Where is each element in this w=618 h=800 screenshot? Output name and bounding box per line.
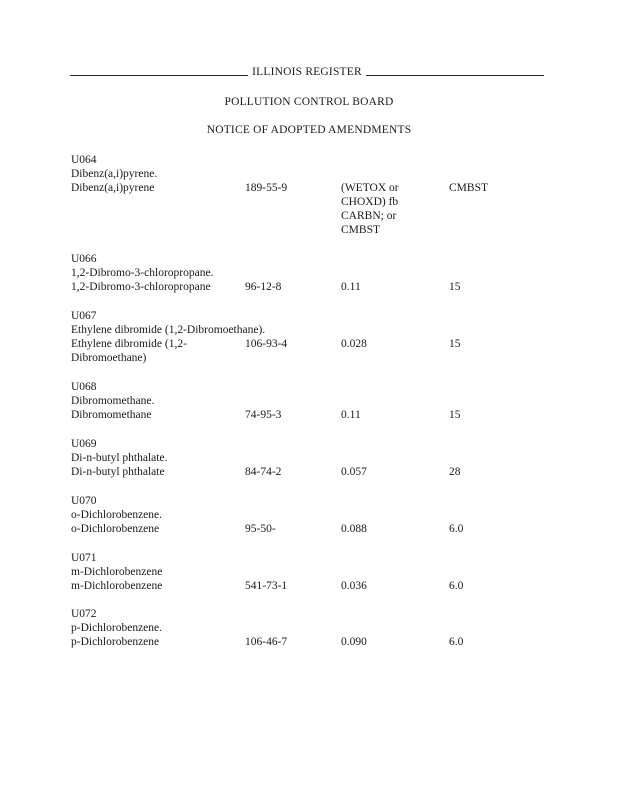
waste-code: U070: [71, 495, 97, 507]
constituent-row: [71, 522, 551, 536]
constituent-name-line: p-Dichlorobenzene: [71, 636, 160, 648]
waste-entry: [71, 607, 551, 649]
waste-description: Di-n-butyl phthalate.: [71, 452, 168, 464]
nonwastewater-standard: CMBST: [449, 182, 488, 194]
wastewater-standard: [341, 465, 431, 479]
waste-entry: [71, 252, 551, 294]
constituent-name-line: Di-n-butyl phthalate: [71, 466, 165, 478]
wastewater-standard: [341, 579, 431, 593]
nonwastewater-standard: 15: [449, 409, 461, 421]
waste-code: U068: [71, 381, 97, 393]
board-name: POLLUTION CONTROL BOARD: [224, 96, 394, 108]
nonwastewater-standard: 6.0: [449, 523, 464, 535]
constituent-row: [71, 181, 551, 236]
wastewater-standard-line: 0.057: [341, 466, 367, 478]
cas-number: 74-95-3: [245, 409, 282, 421]
waste-description: o-Dichlorobenzene.: [71, 509, 163, 521]
waste-description: m-Dichlorobenzene: [71, 566, 163, 578]
wastewater-standard-line: 0.028: [341, 338, 367, 350]
constituent-row: [71, 280, 551, 294]
waste-code: U069: [71, 438, 97, 450]
constituent-name: [71, 280, 211, 294]
wastewater-standard-line: 0.11: [341, 281, 361, 293]
waste-code: U067: [71, 310, 97, 322]
constituent-name: [71, 408, 211, 422]
constituent-name: [71, 181, 211, 195]
cas-number: 106-93-4: [245, 338, 288, 350]
constituent-name: [71, 522, 211, 536]
wastewater-standard-line: 0.088: [341, 523, 367, 535]
cas-number: 541-73-1: [245, 580, 288, 592]
constituent-name: [71, 465, 211, 479]
constituent-name-line: m-Dichlorobenzene: [71, 580, 163, 592]
wastewater-standard-line: 0.090: [341, 636, 367, 648]
constituent-row: [71, 635, 551, 649]
wastewater-standard-line: CARBN; or: [341, 210, 397, 222]
constituent-row: [71, 465, 551, 479]
waste-description: Dibenz(a,i)pyrene.: [71, 168, 158, 180]
nonwastewater-standard: 28: [449, 466, 461, 478]
nonwastewater-standard: 15: [449, 338, 461, 350]
nonwastewater-standard: 6.0: [449, 636, 464, 648]
waste-entry: [71, 494, 551, 536]
constituent-name-line: Dibromoethane): [71, 352, 147, 364]
wastewater-standard: [341, 280, 431, 294]
register-title: ILLINOIS REGISTER: [70, 66, 544, 78]
register-header: [70, 66, 544, 76]
constituent-name: [71, 635, 211, 649]
wastewater-standard: [341, 522, 431, 536]
waste-entry: [71, 153, 551, 236]
constituent-name: [71, 337, 211, 365]
constituent-name-line: Dibromomethane: [71, 409, 152, 421]
cas-number: 189-55-9: [245, 182, 288, 194]
cas-number: 95-50-: [245, 523, 276, 535]
waste-entry: [71, 309, 551, 364]
waste-code: U066: [71, 253, 97, 265]
waste-entry: [71, 437, 551, 479]
waste-code: U072: [71, 608, 97, 620]
waste-entry: [71, 380, 551, 422]
constituent-row: [71, 337, 551, 364]
wastewater-standard-line: 0.11: [341, 409, 361, 421]
waste-code: U071: [71, 552, 97, 564]
wastewater-standard: [341, 408, 431, 422]
cas-number: 96-12-8: [245, 281, 282, 293]
wastewater-standard-line: CMBST: [341, 224, 380, 236]
wastewater-standard-line: CHOXD) fb: [341, 196, 399, 208]
nonwastewater-standard: 6.0: [449, 580, 464, 592]
waste-code: U064: [71, 154, 97, 166]
waste-description: Dibromomethane.: [71, 395, 155, 407]
constituent-name-line: Dibenz(a,i)pyrene: [71, 182, 155, 194]
nonwastewater-standard: 15: [449, 281, 461, 293]
wastewater-standard: [341, 635, 431, 649]
constituent-name: [71, 579, 211, 593]
waste-description: 1,2-Dibromo-3-chloropropane.: [71, 267, 214, 279]
waste-description: p-Dichlorobenzene.: [71, 622, 163, 634]
cas-number: 106-46-7: [245, 636, 288, 648]
wastewater-standard-line: 0.036: [341, 580, 367, 592]
constituent-name-line: Ethylene dibromide (1,2-: [71, 338, 187, 350]
wastewater-standard-line: (WETOX or: [341, 182, 399, 194]
constituent-row: [71, 408, 551, 422]
cas-number: 84-74-2: [245, 466, 282, 478]
waste-entry: [71, 551, 551, 593]
constituent-name-line: 1,2-Dibromo-3-chloropropane: [71, 281, 211, 293]
wastewater-standard: [341, 337, 431, 351]
constituent-name-line: o-Dichlorobenzene: [71, 523, 160, 535]
constituent-row: [71, 579, 551, 593]
wastewater-standard: [341, 181, 431, 237]
waste-description: Ethylene dibromide (1,2-Dibromoethane).: [71, 324, 266, 336]
notice-title: NOTICE OF ADOPTED AMENDMENTS: [206, 124, 412, 136]
